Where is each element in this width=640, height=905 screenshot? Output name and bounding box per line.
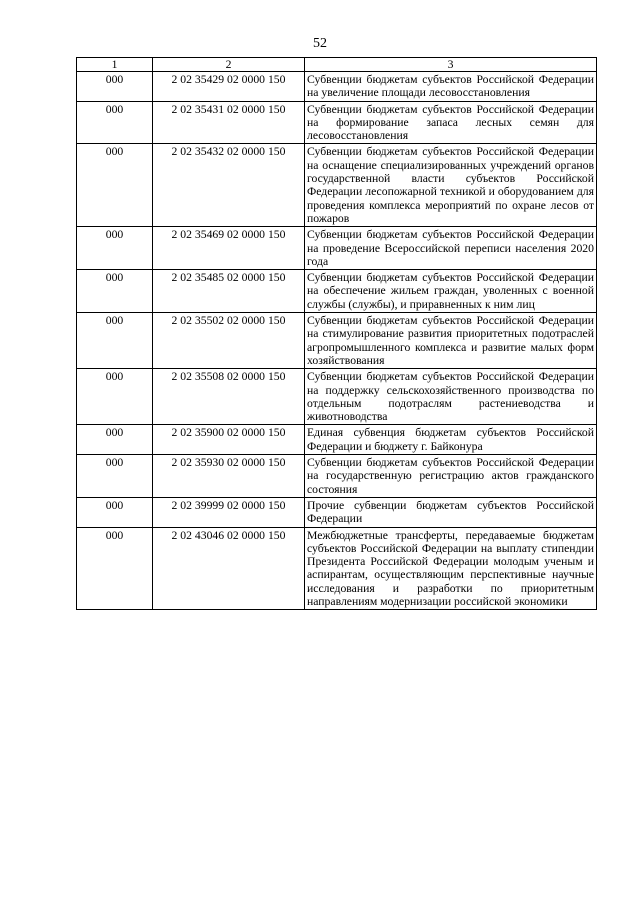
revenue-name-cell: Субвенции бюджетам субъектов Российской Федерации на увеличение площади лесовосстановления <box>305 72 597 102</box>
table-row <box>77 497 597 527</box>
budget-code-cell: 2 02 35431 02 0000 150 <box>153 101 305 144</box>
table-row <box>77 455 597 498</box>
revenue-name-cell: Субвенции бюджетам субъектов Российской Федерации на проведение Всероссийской переписи населения 2020 года <box>305 227 597 270</box>
admin-code-cell: 000 <box>77 369 153 425</box>
admin-code-cell: 000 <box>77 101 153 144</box>
budget-code-cell: 2 02 35900 02 0000 150 <box>153 425 305 455</box>
revenue-name-cell: Межбюджетные трансферты, передаваемые бюджетам субъектов Российской Федерации на выплату стипендии Президента Российской Федерации молодым ученым и аспирантам, осуществляющим перспективные научные исследования и разработки по приоритетным направлениям модернизации российской экономики <box>305 527 597 610</box>
admin-code-cell: 000 <box>77 497 153 527</box>
column-header-admin: 1 <box>77 58 153 72</box>
admin-code-cell: 000 <box>77 144 153 227</box>
page-number: 52 <box>313 36 327 51</box>
table-row <box>77 101 597 144</box>
revenue-name-cell: Субвенции бюджетам субъектов Российской Федерации на стимулирование развития приоритетных подотраслей агропромышленного комплекса и развитие малых форм хозяйствования <box>305 313 597 369</box>
budget-code-cell: 2 02 35429 02 0000 150 <box>153 72 305 102</box>
revenue-name-cell: Субвенции бюджетам субъектов Российской Федерации на поддержку сельскохозяйственного производства по отдельным подотраслям растениеводства и животноводства <box>305 369 597 425</box>
table-row <box>77 72 597 102</box>
table-row <box>77 527 597 610</box>
column-header-code: 2 <box>153 58 305 72</box>
revenue-name-cell: Субвенции бюджетам субъектов Российской Федерации на формирование запаса лесных семян для лесовосстановления <box>305 101 597 144</box>
table-header-row <box>77 58 597 72</box>
admin-code-cell: 000 <box>77 270 153 313</box>
revenue-name-cell: Субвенции бюджетам субъектов Российской Федерации на государственную регистрацию актов гражданского состояния <box>305 455 597 498</box>
table-row <box>77 313 597 369</box>
revenue-name-cell: Прочие субвенции бюджетам субъектов Российской Федерации <box>305 497 597 527</box>
budget-code-cell: 2 02 35432 02 0000 150 <box>153 144 305 227</box>
table-row <box>77 369 597 425</box>
admin-code-cell: 000 <box>77 72 153 102</box>
revenue-name-cell: Субвенции бюджетам субъектов Российской Федерации на оснащение специализированных учреждений органов государственной власти субъектов Российской Федерации лесопожарной техникой и оборудованием для проведения комплекса мероприятий по охране лесов от пожаров <box>305 144 597 227</box>
admin-code-cell: 000 <box>77 227 153 270</box>
revenue-name-cell: Единая субвенция бюджетам субъектов Российской Федерации и бюджету г. Байконура <box>305 425 597 455</box>
table-row <box>77 425 597 455</box>
admin-code-cell: 000 <box>77 313 153 369</box>
budget-code-cell: 2 02 35469 02 0000 150 <box>153 227 305 270</box>
budget-classification-table <box>76 57 597 610</box>
admin-code-cell: 000 <box>77 527 153 610</box>
admin-code-cell: 000 <box>77 455 153 498</box>
column-header-name: 3 <box>305 58 597 72</box>
budget-code-cell: 2 02 35930 02 0000 150 <box>153 455 305 498</box>
table-row <box>77 270 597 313</box>
budget-code-cell: 2 02 43046 02 0000 150 <box>153 527 305 610</box>
table-row <box>77 144 597 227</box>
revenue-name-cell: Субвенции бюджетам субъектов Российской Федерации на обеспечение жильем граждан, уволенных с военной службы (службы), и приравненных к ним лиц <box>305 270 597 313</box>
admin-code-cell: 000 <box>77 425 153 455</box>
budget-code-cell: 2 02 35485 02 0000 150 <box>153 270 305 313</box>
budget-code-cell: 2 02 35502 02 0000 150 <box>153 313 305 369</box>
budget-code-cell: 2 02 39999 02 0000 150 <box>153 497 305 527</box>
table-row <box>77 227 597 270</box>
budget-code-cell: 2 02 35508 02 0000 150 <box>153 369 305 425</box>
